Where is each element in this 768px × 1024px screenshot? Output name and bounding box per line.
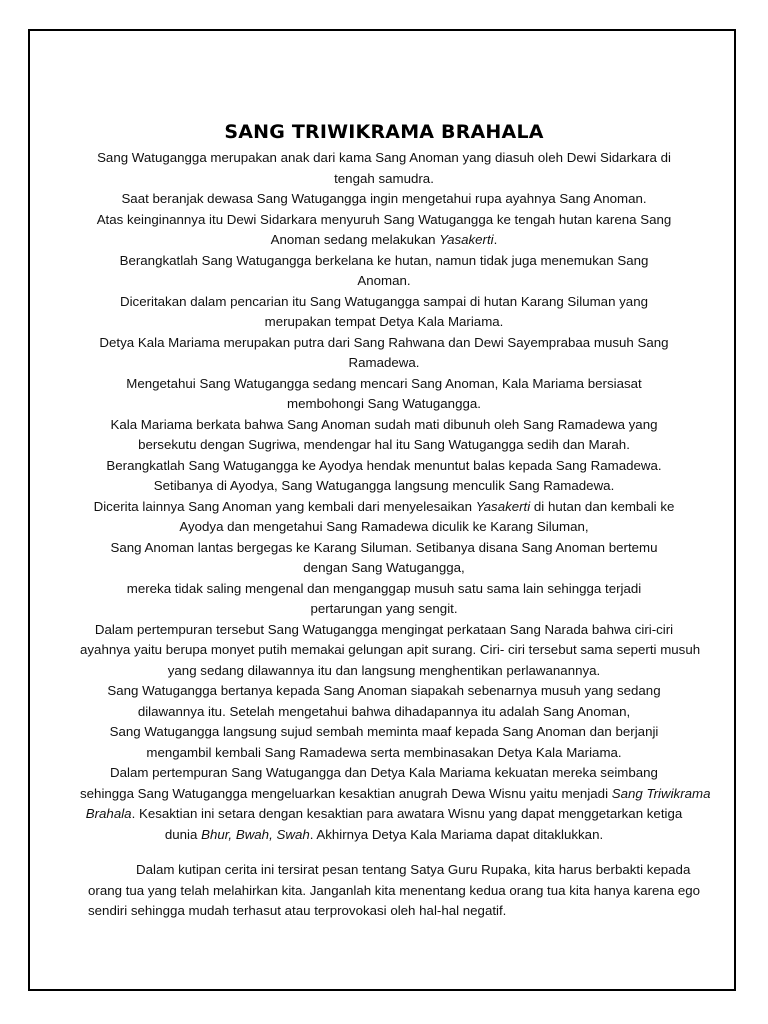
text-run: pertarungan yang sengit. [310, 601, 458, 616]
text-run: Detya Kala Mariama merupakan putra dari Sang Rahwana dan Dewi Sayemprabaa musuh Sang [99, 334, 669, 350]
text-run: Berangkatlah Sang Watugangga berkelana ke hutan, namun tidak juga menemukan Sang [119, 252, 649, 268]
story-paragraph [80, 722, 688, 763]
text-run: Dalam pertempuran Sang Watugangga dan Detya Kala Mariama kekuatan mereka seimbang [110, 765, 658, 780]
story-line [80, 579, 688, 600]
story-paragraph [80, 415, 688, 456]
story-paragraph [80, 251, 688, 292]
story-paragraph [80, 681, 688, 722]
text-run: Sang Watugangga langsung sujud sembah meminta maaf kepada Sang Anoman dan berjanji [109, 724, 659, 739]
story-line [80, 743, 688, 764]
story-line [80, 497, 688, 518]
text-run: Anoman sedang melakukan [270, 232, 440, 247]
text-run: yang sedang dilawannya itu dan langsung menghentikan perlawanannya. [167, 662, 601, 678]
story-body [80, 148, 711, 845]
story-line [80, 476, 688, 497]
story-line [80, 415, 688, 436]
document-title: SANG TRIWIKRAMA BRAHALA [224, 121, 544, 143]
text-run: Sang Watugangga bertanya kepada Sang Anoman siapakah sebenarnya musuh yang sedang [107, 683, 661, 698]
text-run: Dicerita lainnya Sang Anoman yang kembali dari menyelesaikan [93, 498, 476, 514]
text-run: Mengetahui Sang Watugangga sedang mencari Sang Anoman, Kala Mariama bersiasat [126, 375, 642, 391]
text-run: mengambil kembali Sang Ramadewa serta membinasakan Detya Kala Mariama. [146, 744, 622, 760]
story-line [80, 394, 688, 415]
text-run: dengan Sang Watugangga, [303, 560, 465, 575]
story-line [80, 230, 688, 251]
story-paragraph [80, 333, 688, 374]
text-run: Anoman. [357, 273, 411, 288]
moral-line: sendiri sehingga mudah terhasut atau terprovokasi oleh hal-hal negatif. [88, 903, 507, 918]
text-run: Atas keinginannya itu Dewi Sidarkara menyuruh Sang Watugangga ke tengah hutan karena Sang [96, 211, 672, 227]
text-run: . [493, 232, 498, 247]
text-run: Berangkatlah Sang Watugangga ke Ayodya hendak menuntut balas kepada Sang Ramadewa. [106, 457, 662, 473]
text-run: ayahnya yaitu berupa monyet putih memakai gelungan apit surang. Ciri- ciri tersebut sama seperti musuh [80, 642, 701, 657]
text-run: bersekutu dengan Sugriwa, mendengar hal itu Sang Watugangga sedih dan Marah. [138, 437, 630, 452]
text-run: Diceritakan dalam pencarian itu Sang Watugangga sampai di hutan Karang Siluman yang [119, 293, 648, 309]
text-run: sehingga Sang Watugangga mengeluarkan kesaktian anugrah Dewa Wisnu yaitu menjadi [80, 785, 612, 801]
moral-paragraph [88, 860, 701, 922]
story-paragraph [80, 620, 701, 682]
story-line [80, 312, 688, 333]
story-line [80, 558, 688, 579]
story-line [80, 374, 688, 395]
italic-term: Brahala [85, 806, 132, 821]
story-paragraph [80, 476, 688, 497]
moral-line: orang tua yang telah melahirkan kita. Janganlah kita menentang kedua orang tua kita hanya karena ego [88, 882, 701, 898]
text-run: Setibanya di Ayodya, Sang Watugangga langsung menculik Sang Ramadewa. [153, 478, 615, 493]
story-paragraph [80, 579, 688, 620]
story-paragraph [80, 763, 711, 845]
story-line [80, 148, 688, 169]
text-run: Saat beranjak dewasa Sang Watugangga ingin mengetahui rupa ayahnya Sang Anoman. [121, 191, 647, 206]
story-line [80, 333, 688, 354]
story-paragraph [80, 292, 688, 333]
story-line [80, 640, 701, 661]
story-line [80, 292, 688, 313]
story-line [80, 435, 688, 456]
text-run: Kala Mariama berkata bahwa Sang Anoman sudah mati dibunuh oleh Sang Ramadewa yang [110, 416, 658, 432]
story-paragraph [80, 538, 688, 579]
text-run: merupakan tempat Detya Kala Mariama. [264, 314, 504, 329]
story-line [80, 784, 711, 805]
text-run: Sang Anoman lantas bergegas ke Karang Siluman. Setibanya disana Sang Anoman bertemu [110, 539, 658, 555]
story-line [80, 517, 688, 538]
story-paragraph [80, 189, 688, 210]
story-paragraph [80, 148, 688, 189]
story-paragraph [80, 497, 688, 538]
story-paragraph [80, 456, 688, 477]
text-run: . Akhirnya Detya Kala Mariama dapat ditaklukkan. [309, 826, 604, 842]
story-line [80, 169, 688, 190]
italic-term: Yasakerti [475, 498, 531, 514]
text-run: dilawannya itu. Setelah mengetahui bahwa dihadapannya itu adalah Sang Anoman, [137, 703, 631, 719]
story-line [80, 804, 688, 825]
italic-term: Bhur, Bwah, Swah [201, 826, 310, 842]
italic-term: Sang Triwikrama [611, 785, 711, 801]
text-run: Ramadewa. [348, 355, 420, 370]
italic-term: Yasakerti [439, 232, 494, 247]
story-line [80, 251, 688, 272]
story-line [80, 702, 688, 723]
text-run: dunia [164, 826, 202, 842]
story-line [80, 763, 688, 784]
text-run: tengah samudra. [334, 170, 434, 186]
text-run: Ayodya dan mengetahui Sang Ramadewa diculik ke Karang Siluman, [179, 519, 589, 534]
text-run: mereka tidak saling mengenal dan menganggap musuh satu sama lain sehingga terjadi [126, 580, 642, 596]
story-paragraph [80, 374, 688, 415]
moral-line: Dalam kutipan cerita ini tersirat pesan tentang Satya Guru Rupaka, kita harus berbakti kepada [136, 862, 691, 877]
story-line [80, 271, 688, 292]
story-line [80, 661, 688, 682]
story-line [80, 722, 688, 743]
text-run: Sang Watugangga merupakan anak dari kama Sang Anoman yang diasuh oleh Dewi Sidarkara di [97, 150, 671, 165]
text-run: membohongi Sang Watugangga. [287, 396, 481, 411]
story-line [80, 538, 688, 559]
story-line [80, 620, 688, 641]
text-run: di hutan dan kembali ke [530, 498, 675, 514]
story-line [80, 599, 688, 620]
story-line [80, 210, 688, 231]
story-paragraph [80, 210, 688, 251]
text-run: Dalam pertempuran tersebut Sang Watugangga mengingat perkataan Sang Narada bahwa ciri-ciri [94, 621, 674, 637]
story-line [80, 456, 688, 477]
story-line [80, 189, 688, 210]
story-line [80, 681, 688, 702]
story-line [80, 825, 688, 846]
story-line [80, 353, 688, 374]
text-run: . Kesaktian ini setara dengan kesaktian para awatara Wisnu yang dapat menggetarkan ketiga [131, 806, 683, 821]
